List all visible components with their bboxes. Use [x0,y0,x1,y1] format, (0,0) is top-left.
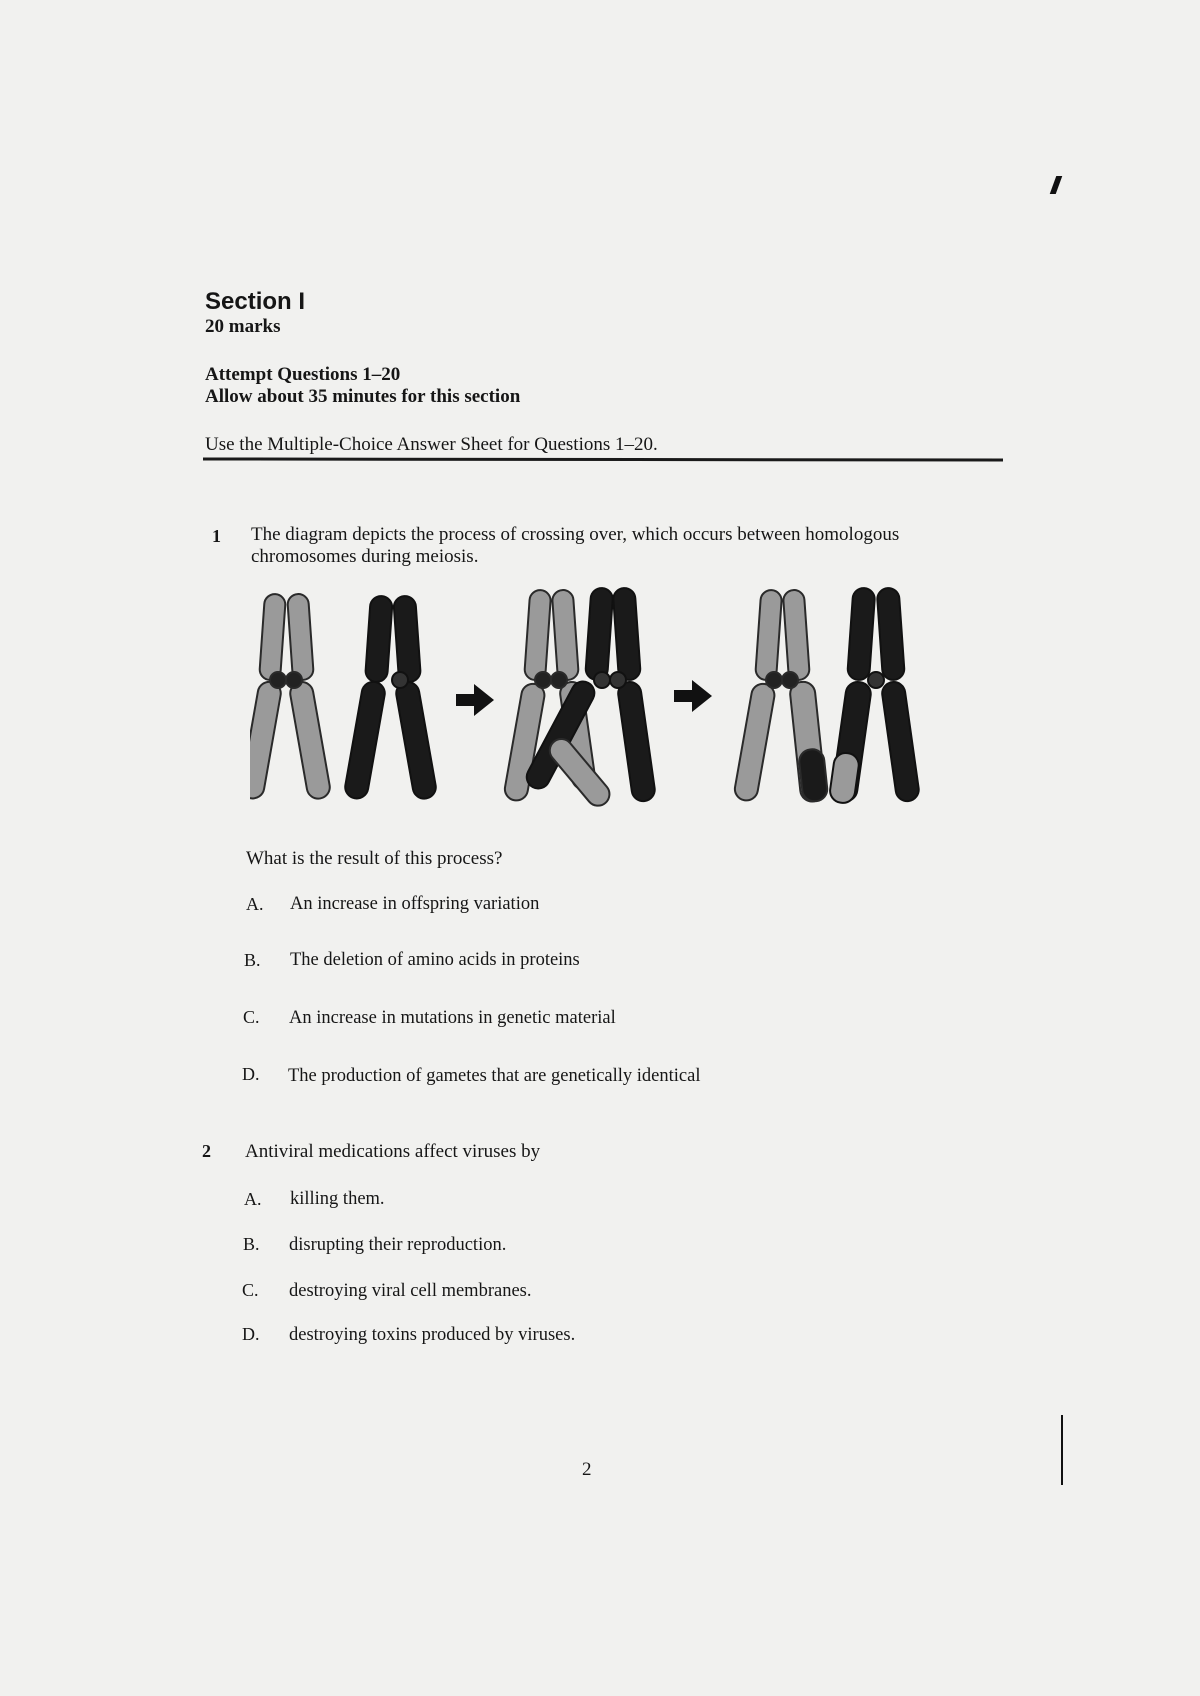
question-2-option-b-letter: B. [243,1234,260,1254]
grey-chromosome-recombined [733,589,828,802]
question-1-option-c-letter: C. [243,1007,260,1027]
question-2-option-b-text: disrupting their reproduction. [289,1235,507,1255]
question-1-option-a-letter: A. [246,894,264,914]
allow-time-line: Allow about 35 minutes for this section [205,386,521,407]
question-2-text: Antiviral medications affect viruses by [245,1141,541,1162]
grey-chromosome-1 [250,593,332,800]
question-1-text-line-2: chromosomes during meiosis. [251,546,479,567]
question-1-option-b-letter: B. [244,950,261,970]
section-divider [203,457,1003,461]
crossing-over-diagram [250,582,970,822]
question-2-option-c-letter: C. [242,1280,259,1300]
arrow-2 [674,680,712,712]
question-1-number: 1 [212,526,221,546]
section-instructions [205,364,520,408]
black-chromosome-1 [343,595,437,800]
question-1-option-d-text: The production of gametes that are genetically identical [288,1066,701,1086]
attempt-line: Attempt Questions 1–20 [205,364,401,385]
arrow-1 [456,684,494,716]
question-1-option-d-letter: D. [242,1064,260,1084]
page-number: 2 [582,1459,592,1480]
question-2-option-c-text: destroying viral cell membranes. [289,1281,532,1301]
question-2-option-a-letter: A. [244,1189,262,1209]
section-marks: 20 marks [205,316,281,337]
question-1-text-line-1: The diagram depicts the process of crossing over, which occurs between homologous [251,524,900,545]
question-2-number: 2 [202,1141,211,1161]
question-1-option-b-text: The deletion of amino acids in proteins [290,950,580,970]
question-1-prompt: What is the result of this process? [246,848,503,869]
black-chromosome-recombined [829,587,921,804]
scan-edge-mark-bottom [1061,1415,1063,1485]
section-title: Section I [205,288,306,315]
question-1-text [251,524,899,568]
question-2-option-d-text: destroying toxins produced by viruses. [289,1325,576,1345]
question-1-option-c-text: An increase in mutations in genetic material [289,1008,616,1028]
scan-edge-mark-top [1050,176,1063,194]
answer-sheet-instruction: Use the Multiple-Choice Answer Sheet for Questions 1–20. [205,434,658,455]
question-2-option-d-letter: D. [242,1324,260,1344]
question-1-option-a-text: An increase in offspring variation [290,894,540,914]
question-2-option-a-text: killing them. [290,1189,385,1209]
